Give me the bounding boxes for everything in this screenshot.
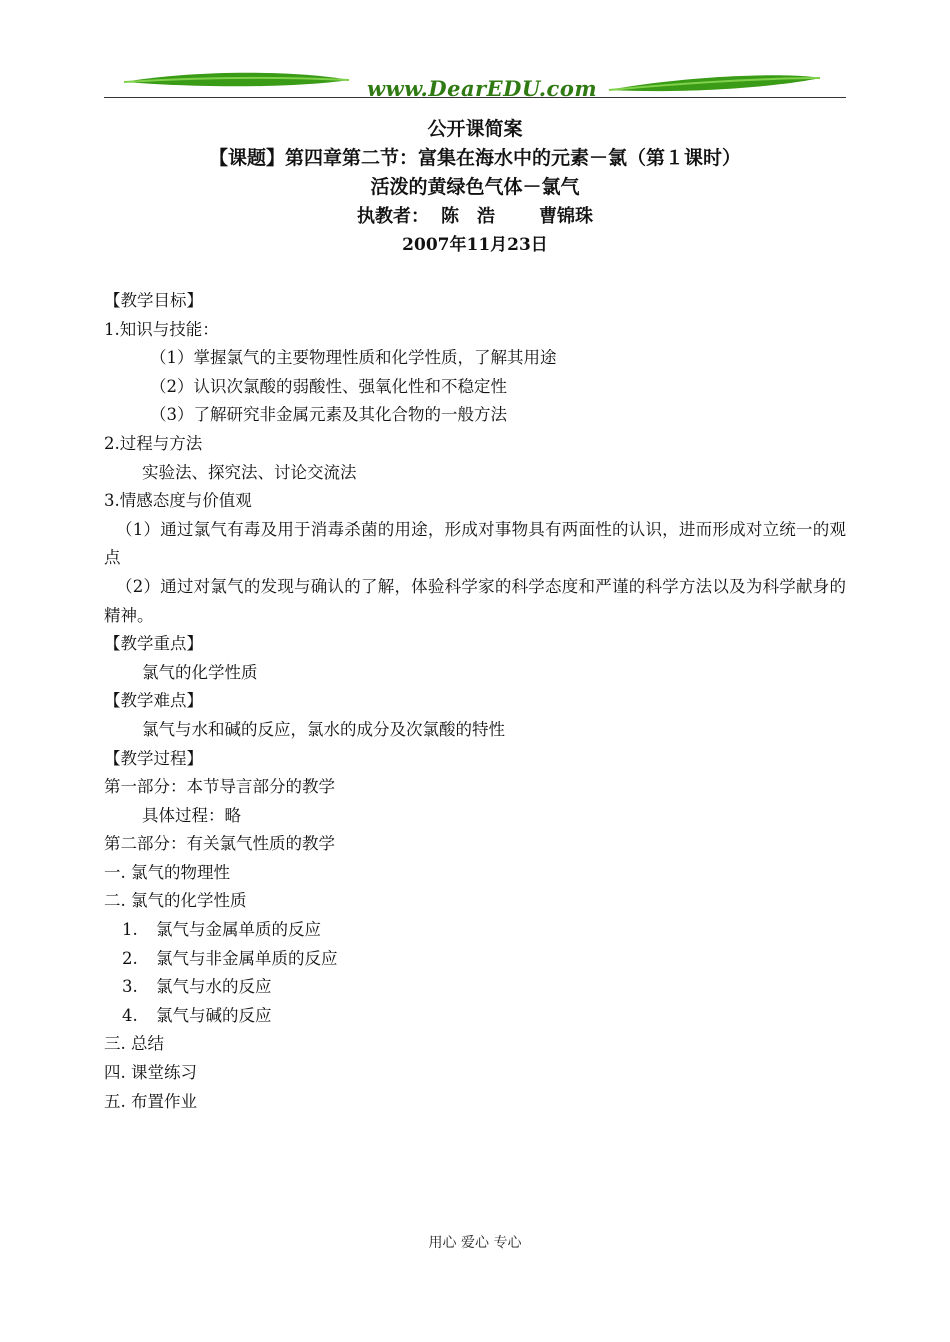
lesson-plan-body bbox=[104, 287, 846, 1116]
list-number: 1. bbox=[122, 920, 138, 940]
keypoint-text: 氯气的化学性质 bbox=[142, 662, 258, 682]
page-footer: 用心 爱心 专心 bbox=[428, 1235, 522, 1251]
header-divider bbox=[104, 97, 846, 98]
chem-list-item bbox=[104, 916, 846, 945]
chem-list-item bbox=[104, 973, 846, 1002]
difficulty-heading: 【教学难点】 bbox=[104, 691, 203, 711]
knowledge-heading: 1.知识与技能： bbox=[104, 319, 219, 339]
process-heading: 2.过程与方法 bbox=[104, 433, 203, 453]
emotion-paragraph-2: （2）通过对氯气的发现与确认的了解，体验科学家的科学态度和严谨的科学方法以及为科学献身的精神。 bbox=[104, 576, 846, 625]
emotion-paragraph-1: （1）通过氯气有毒及用于消毒杀菌的用途，形成对事物具有两面性的认识，进而形成对立统一的观点 bbox=[104, 519, 846, 568]
knowledge-item: （3）了解研究非金属元素及其化合物的一般方法 bbox=[150, 405, 507, 425]
outline-item: 一. 氯气的物理性 bbox=[104, 862, 230, 882]
list-number: 3. bbox=[122, 977, 138, 997]
chem-list-item bbox=[104, 1002, 846, 1031]
lesson-subtitle: 活泼的黄绿色气体－氯气 bbox=[370, 176, 580, 198]
list-text: 氯气与金属单质的反应 bbox=[156, 920, 321, 940]
list-text: 氯气与水的反应 bbox=[156, 977, 272, 997]
part1-heading: 第一部分：本节导言部分的教学 bbox=[104, 777, 335, 797]
list-number: 4. bbox=[122, 1005, 138, 1025]
part2-heading: 第二部分：有关氯气性质的教学 bbox=[104, 834, 335, 854]
objectives-heading: 【教学目标】 bbox=[104, 291, 203, 310]
teacher-name-1: 陈 浩 bbox=[441, 206, 495, 227]
difficulty-text: 氯气与水和碱的反应，氯水的成分及次氯酸的特性 bbox=[142, 719, 505, 739]
lesson-topic-title: 【课题】第四章第二节：富集在海水中的元素－氯（第１课时） bbox=[208, 147, 741, 169]
chem-list-item bbox=[104, 945, 846, 974]
process-text: 实验法、探究法、讨论交流法 bbox=[142, 462, 357, 482]
site-logo-text: www.DearEDU.com bbox=[366, 76, 598, 101]
document-type-title: 公开课简案 bbox=[427, 118, 523, 140]
part1-detail: 具体过程：略 bbox=[142, 805, 241, 825]
outline-item: 五. 布置作业 bbox=[104, 1091, 197, 1111]
outline-item: 三. 总结 bbox=[104, 1034, 164, 1054]
keypoint-heading: 【教学重点】 bbox=[104, 634, 203, 654]
knowledge-item: （2）认识次氯酸的弱酸性、强氧化性和不稳定性 bbox=[150, 376, 507, 396]
lesson-date: 2007年11月23日 bbox=[402, 235, 548, 255]
procedure-heading: 【教学过程】 bbox=[104, 748, 203, 768]
list-text: 氯气与非金属单质的反应 bbox=[156, 948, 338, 968]
list-number: 2. bbox=[122, 948, 138, 968]
outline-item: 二. 氯气的化学性质 bbox=[104, 891, 247, 911]
teacher-label: 执教者： bbox=[357, 206, 429, 227]
outline-item: 四. 课堂练习 bbox=[104, 1063, 197, 1083]
teachers-line bbox=[104, 202, 846, 231]
list-text: 氯气与碱的反应 bbox=[156, 1005, 272, 1025]
title-block bbox=[104, 115, 846, 260]
knowledge-item: （1）掌握氯气的主要物理性质和化学性质，了解其用途 bbox=[150, 348, 557, 368]
teacher-name-2: 曹锦珠 bbox=[539, 206, 593, 227]
emotion-heading: 3.情感态度与价值观 bbox=[104, 491, 252, 511]
